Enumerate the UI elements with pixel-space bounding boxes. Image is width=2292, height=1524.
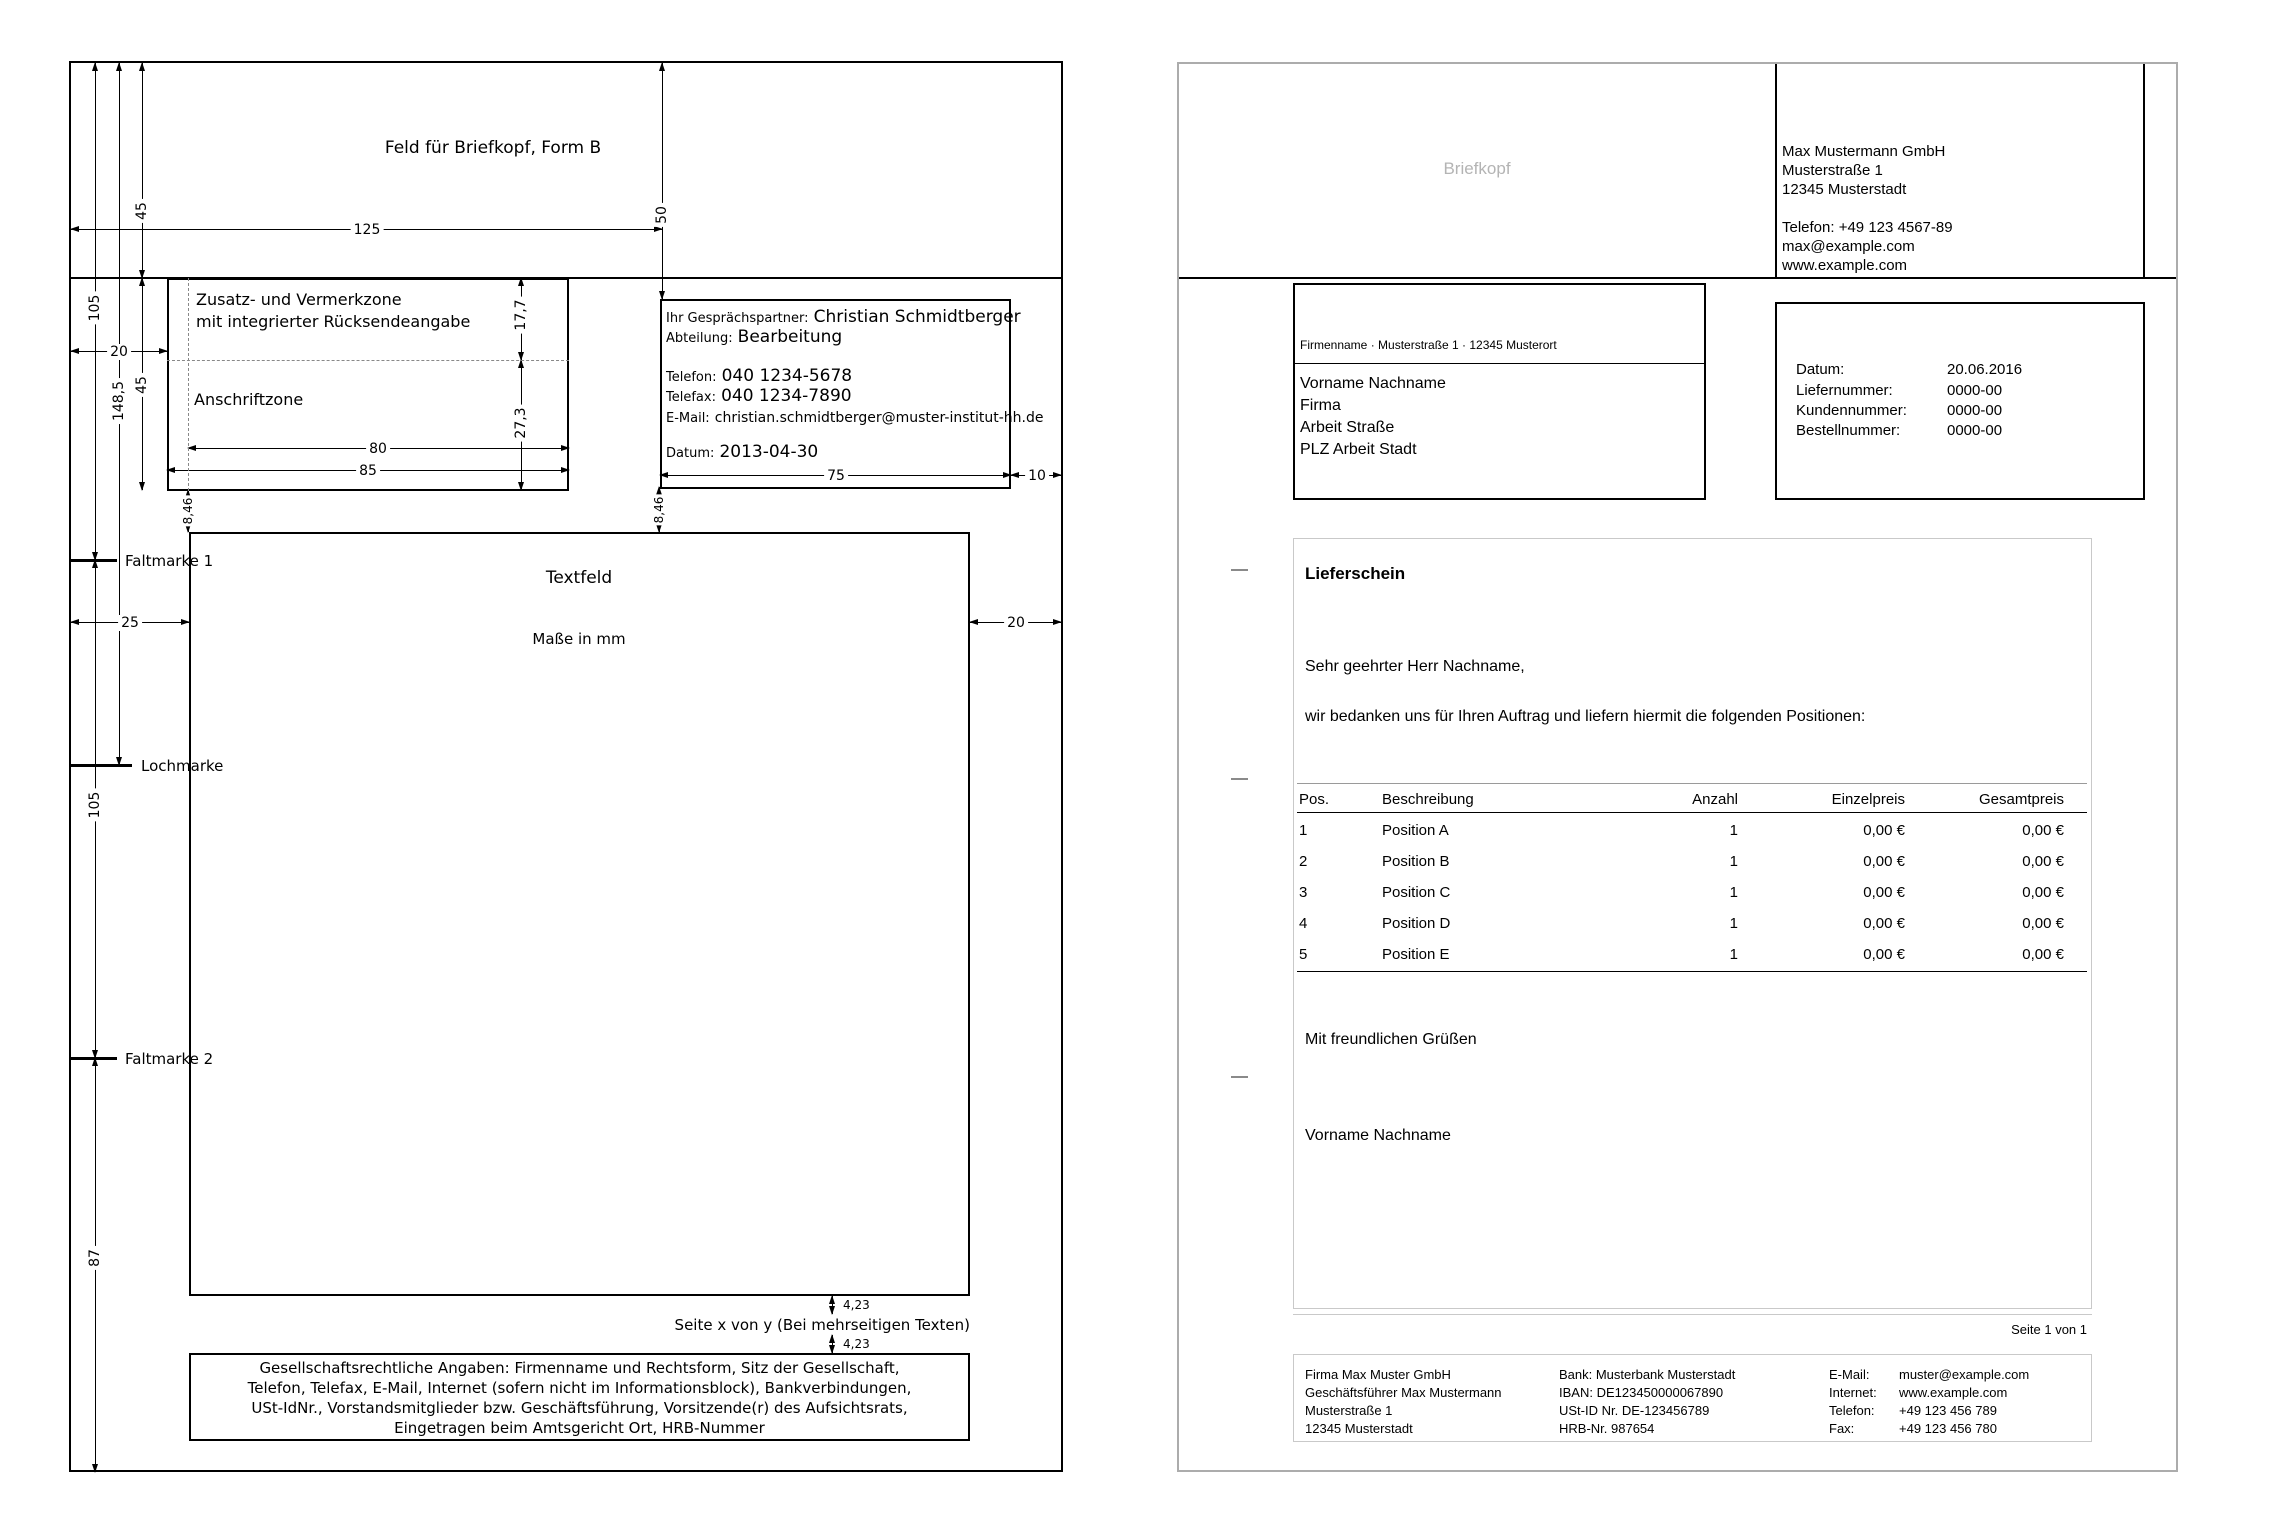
row4-desc: Position D xyxy=(1382,915,1451,932)
footer-iban: IBAN: DE123450000067890 xyxy=(1559,1385,1724,1400)
row4-total: 0,00 € xyxy=(2022,915,2064,932)
table-header-row xyxy=(1297,791,2087,813)
footer-fax-value: +49 123 456 780 xyxy=(1899,1421,1997,1436)
meta-bestellnummer-label: Bestellnummer: xyxy=(1796,422,1901,439)
footer-company-ceo: Geschäftsführer Max Mustermann xyxy=(1305,1385,1502,1400)
row2-total: 0,00 € xyxy=(2022,853,2064,870)
dim-line-4-23-top xyxy=(832,1296,833,1314)
sender-line-3: 12345 Musterstadt xyxy=(1782,181,1907,198)
meta-datum-label: Datum: xyxy=(1796,361,1845,378)
dim-label-17-7: 17,7 xyxy=(513,296,529,333)
row2-desc: Position B xyxy=(1382,853,1450,870)
info-telefon-value: 040 1234-5678 xyxy=(721,366,853,386)
dim-label-45-zone: 45 xyxy=(134,373,150,397)
row3-qty: 1 xyxy=(1729,884,1738,901)
textfeld-label: Textfeld xyxy=(545,568,613,588)
return-address-divider xyxy=(1293,363,1706,364)
recipient-street: Arbeit Straße xyxy=(1300,419,1395,436)
recipient-city: PLZ Arbeit Stadt xyxy=(1300,441,1417,458)
meta-bestellnummer-value: 0000-00 xyxy=(1947,422,2003,439)
dim-label-45-briefkopf: 45 xyxy=(134,199,150,223)
dim-label-25: 25 xyxy=(118,615,142,631)
meta-datum-value: 20.06.2016 xyxy=(1947,361,2023,378)
info-telefon-row xyxy=(666,366,852,386)
briefkopf-placeholder: Briefkopf xyxy=(1443,159,1511,178)
faltmarke1-tick xyxy=(71,559,117,562)
dim-label-75: 75 xyxy=(824,468,848,484)
sender-line-6: www.example.com xyxy=(1782,257,1908,274)
row4-unit: 0,00 € xyxy=(1863,915,1905,932)
footer-col-company xyxy=(1305,1366,1502,1438)
meta-kundennummer-label: Kundennummer: xyxy=(1796,402,1907,419)
table-row xyxy=(1297,822,2087,844)
info-partner-value: Christian Schmidtberger xyxy=(813,307,1021,327)
row3-desc: Position C xyxy=(1382,884,1451,901)
footer-telefon-value: +49 123 456 789 xyxy=(1899,1403,1997,1418)
zusatzzone-label xyxy=(196,289,470,333)
intro-text: wir bedanken uns für Ihren Auftrag und liefern hiermit die folgenden Positionen: xyxy=(1305,708,1866,725)
info-abteilung-value: Bearbeitung xyxy=(737,327,843,347)
sender-block xyxy=(1782,142,1953,275)
dim-line-50 xyxy=(662,63,663,299)
table-header-underline xyxy=(1297,812,2087,813)
info-telefax-value: 040 1234-7890 xyxy=(721,386,852,406)
meta-kundennummer-value: 0000-00 xyxy=(1947,402,2003,419)
lochmarke-tick xyxy=(71,764,132,767)
sender-line-5: max@example.com xyxy=(1782,238,1915,255)
dim-label-125: 125 xyxy=(351,222,384,238)
footer-email-label: E-Mail: xyxy=(1829,1367,1870,1382)
row1-unit: 0,00 € xyxy=(1863,822,1905,839)
row1-qty: 1 xyxy=(1729,822,1738,839)
row2-unit: 0,00 € xyxy=(1863,853,1905,870)
dim-label-87: 87 xyxy=(87,1246,103,1270)
recipient-block xyxy=(1300,373,1446,461)
row1-desc: Position A xyxy=(1382,822,1449,839)
sender-box-left-border xyxy=(1775,64,1777,277)
salutation: Sehr geehrter Herr Nachname, xyxy=(1305,658,1525,675)
table-row xyxy=(1297,915,2087,937)
closing-text: Mit freundlichen Grüßen xyxy=(1305,1031,1477,1048)
sender-line-2: Musterstraße 1 xyxy=(1782,162,1883,179)
legal-line-2: Telefon, Telefax, E-Mail, Internet (sofern nicht im Informationsblock), Bankverbindungen, xyxy=(247,1379,912,1397)
return-address-line: Firmenname · Musterstraße 1 · 12345 Musterort xyxy=(1300,338,1557,352)
info-abteilung-label: Abteilung: xyxy=(666,331,733,346)
recipient-company: Firma xyxy=(1300,397,1341,414)
return-address-dashed-line xyxy=(188,278,189,491)
row5-pos: 5 xyxy=(1299,946,1308,963)
row3-total: 0,00 € xyxy=(2022,884,2064,901)
dim-label-105-mid: 105 xyxy=(87,789,103,822)
table-header-pos: Pos. xyxy=(1299,791,1330,808)
dim-label-20-right: 20 xyxy=(1004,615,1028,631)
sender-line-4: Telefon: +49 123 4567-89 xyxy=(1782,219,1953,236)
fold-mark-dash-3 xyxy=(1231,1076,1248,1078)
footer-internet-value: www.example.com xyxy=(1899,1385,2008,1400)
row1-pos: 1 xyxy=(1299,822,1308,839)
footer-top-line xyxy=(1293,1314,2092,1315)
row3-pos: 3 xyxy=(1299,884,1308,901)
table-header-beschreibung: Beschreibung xyxy=(1382,791,1474,808)
zusatzzone-line1: Zusatz- und Vermerkzone xyxy=(196,290,402,309)
footer-company-street: Musterstraße 1 xyxy=(1305,1403,1393,1418)
info-partner-label: Ihr Gesprächspartner: xyxy=(666,311,809,326)
legal-line-3: USt-IdNr., Vorstandsmitglieder bzw. Geschäftsführung, Vorsitzende(r) des Aufsichtsrats, xyxy=(251,1399,908,1417)
footer-hrb: HRB-Nr. 987654 xyxy=(1559,1421,1655,1436)
table-top-line xyxy=(1297,783,2087,784)
legal-info-box xyxy=(189,1353,970,1441)
row3-unit: 0,00 € xyxy=(1863,884,1905,901)
fold-mark-dash-1 xyxy=(1231,569,1248,571)
dim-label-105-top: 105 xyxy=(87,292,103,325)
info-datum-value: 2013-04-30 xyxy=(719,442,819,462)
dim-label-27-3: 27,3 xyxy=(513,404,529,441)
info-datum-label: Datum: xyxy=(666,446,715,461)
info-abteilung-row xyxy=(666,327,842,347)
meta-info-box xyxy=(1775,302,2145,500)
page-number-note: Seite x von y (Bei mehrseitigen Texten) xyxy=(674,1316,970,1334)
unit-note: Maße in mm xyxy=(532,630,626,648)
signature-name: Vorname Nachname xyxy=(1305,1127,1451,1144)
info-email-value: christian.schmidtberger@muster-institut-hh.de xyxy=(714,410,1044,426)
meta-liefernummer-label: Liefernummer: xyxy=(1796,382,1893,399)
dim-label-148-5: 148,5 xyxy=(111,378,127,424)
lochmarke-label: Lochmarke xyxy=(141,757,224,775)
document-title: Lieferschein xyxy=(1305,564,1406,583)
info-partner-row xyxy=(666,307,1021,327)
info-telefax-label: Telefax: xyxy=(666,390,716,405)
din5008-layout-page xyxy=(69,61,1063,1472)
footer-col-contact-values xyxy=(1899,1366,2029,1438)
dim-label-4-23-top: 4,23 xyxy=(843,1298,870,1312)
info-telefax-row xyxy=(666,386,852,406)
table-header-einzelpreis: Einzelpreis xyxy=(1831,791,1905,808)
zusatzzone-line2: mit integrierter Rücksendeangabe xyxy=(196,312,471,331)
row2-pos: 2 xyxy=(1299,853,1308,870)
lieferschein-preview-page xyxy=(1177,62,2178,1472)
dim-label-20-left: 20 xyxy=(107,344,131,360)
row5-desc: Position E xyxy=(1382,946,1450,963)
row5-unit: 0,00 € xyxy=(1863,946,1905,963)
dim-label-80: 80 xyxy=(366,441,390,457)
table-header-anzahl: Anzahl xyxy=(1692,791,1738,808)
dim-line-4-23-bottom xyxy=(832,1335,833,1353)
dim-label-50: 50 xyxy=(654,203,670,227)
footer-company-name: Firma Max Muster GmbH xyxy=(1305,1367,1451,1382)
legal-line-4: Eingetragen beim Amtsgericht Ort, HRB-Nummer xyxy=(394,1419,765,1437)
fold-mark-dash-2 xyxy=(1231,778,1248,780)
table-row xyxy=(1297,946,2087,968)
footer-col-contact-labels xyxy=(1829,1366,1877,1438)
table-bottom-line xyxy=(1297,971,2087,972)
dim-label-8-46-left: 8,46 xyxy=(181,497,195,525)
dim-label-10: 10 xyxy=(1025,468,1049,484)
sender-box-right-border xyxy=(2143,64,2145,277)
briefkopf-field-label: Feld für Briefkopf, Form B xyxy=(384,138,602,158)
footer-bank: Bank: Musterbank Musterstadt xyxy=(1559,1367,1736,1382)
header-divider-line xyxy=(1179,277,2176,279)
row2-qty: 1 xyxy=(1729,853,1738,870)
legal-line-1: Gesellschaftsrechtliche Angaben: Firmenname und Rechtsform, Sitz der Gesellschaft, xyxy=(259,1359,900,1377)
faltmarke1-label: Faltmarke 1 xyxy=(125,552,214,570)
sender-blank-line xyxy=(1782,199,1953,218)
faltmarke2-tick xyxy=(71,1057,117,1060)
table-row xyxy=(1297,884,2087,906)
footer-fax-label: Fax: xyxy=(1829,1421,1855,1436)
footer-ustid: USt-ID Nr. DE-123456789 xyxy=(1559,1403,1710,1418)
faltmarke2-label: Faltmarke 2 xyxy=(125,1050,214,1068)
info-email-label: E-Mail: xyxy=(666,411,710,426)
anschriftzone-label: Anschriftzone xyxy=(194,390,304,409)
dim-label-85: 85 xyxy=(356,463,380,479)
zone-divider-dashed-line xyxy=(167,360,569,361)
page-indicator: Seite 1 von 1 xyxy=(2011,1322,2087,1337)
table-row xyxy=(1297,853,2087,875)
footer-col-bank xyxy=(1559,1366,1735,1438)
row5-total: 0,00 € xyxy=(2022,946,2064,963)
row4-qty: 1 xyxy=(1729,915,1738,932)
row5-qty: 1 xyxy=(1729,946,1738,963)
row4-pos: 4 xyxy=(1299,915,1308,932)
dim-line-45-briefkopf xyxy=(142,63,143,278)
row1-total: 0,00 € xyxy=(2022,822,2064,839)
meta-liefernummer-value: 0000-00 xyxy=(1947,382,2003,399)
sender-line-1: Max Mustermann GmbH xyxy=(1782,143,1946,160)
footer-telefon-label: Telefon: xyxy=(1829,1403,1875,1418)
info-telefon-label: Telefon: xyxy=(666,370,717,385)
footer-email-value: muster@example.com xyxy=(1899,1367,2030,1382)
info-datum-row xyxy=(666,442,818,462)
footer-company-city: 12345 Musterstadt xyxy=(1305,1421,1413,1436)
table-header-gesamtpreis: Gesamtpreis xyxy=(1978,791,2064,808)
dim-label-4-23-bottom: 4,23 xyxy=(843,1337,870,1351)
dim-label-8-46-right: 8,46 xyxy=(652,496,666,524)
footer-internet-label: Internet: xyxy=(1829,1385,1877,1400)
info-email-row xyxy=(666,407,1043,426)
recipient-name: Vorname Nachname xyxy=(1300,375,1446,392)
